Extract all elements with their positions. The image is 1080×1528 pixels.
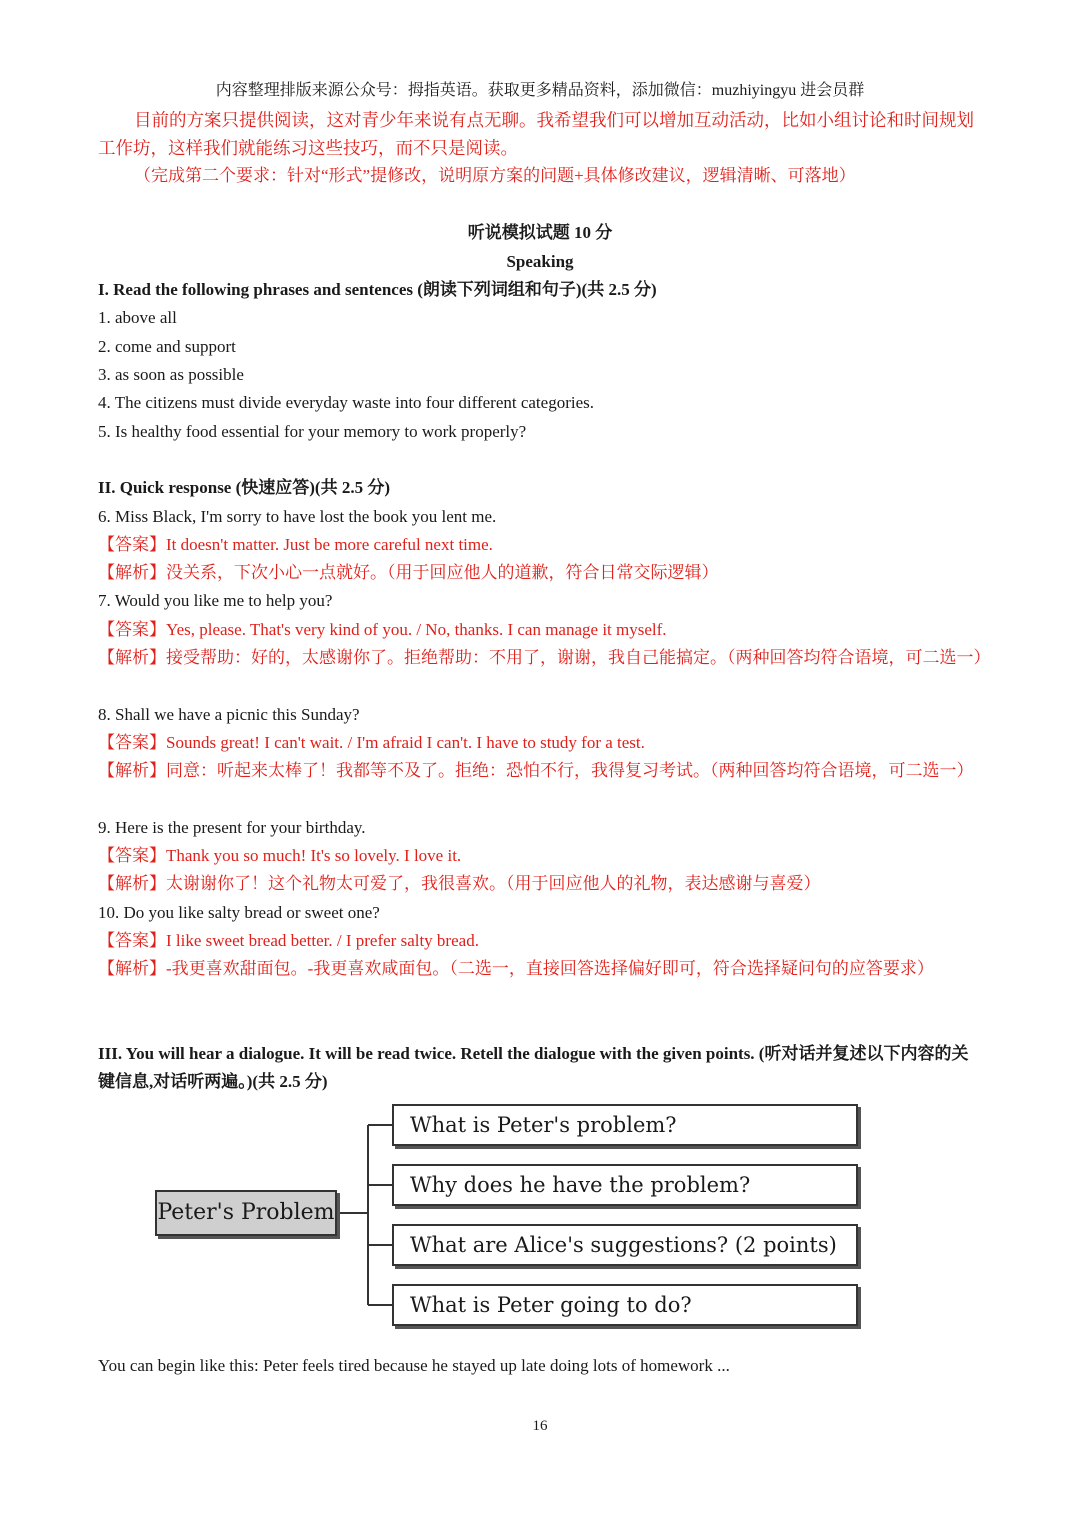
mind-map-point: What is Peter's problem? [392, 1104, 858, 1146]
mind-map [150, 1100, 870, 1336]
question-10: 10. Do you like salty bread or sweet one? [98, 903, 380, 922]
explanation-6: 【解析】没关系，下次小心一点就好。（用于回应他人的道歉，符合日常交际逻辑） [98, 563, 719, 582]
mind-map-point: What are Alice's suggestions? (2 points) [392, 1224, 858, 1266]
answer-6: 【答案】It doesn't matter. Just be more careful next time. [98, 535, 493, 554]
intro-note: （完成第二个要求：针对“形式”提修改，说明原方案的问题+具体修改建议，逻辑清晰、可落地） [134, 166, 856, 185]
page-number: 16 [532, 1418, 548, 1434]
question-8: 8. Shall we have a picnic this Sunday? [98, 705, 360, 724]
section1-heading: I. Read the following phrases and sentences (朗读下列词组和句子)(共 2.5 分) [98, 280, 657, 299]
section1-item: 2. come and support [98, 337, 236, 356]
explanation-9: 【解析】太谢谢你了！这个礼物太可爱了，我很喜欢。（用于回应他人的礼物，表达感谢与喜爱） [98, 874, 821, 893]
intro-paragraph: 目前的方案只提供阅读，这对青少年来说有点无聊。我希望我们可以增加互动活动，比如小组讨论和时间规划工作坊，这样我们就能练习这些技巧，而不只是阅读。 [98, 110, 974, 158]
section1-item: 4. The citizens must divide everyday waste into four different categories. [98, 393, 594, 412]
explanation-7: 【解析】接受帮助：好的，太感谢你了。拒绝帮助：不用了，谢谢，我自己能搞定。（两种回答均符合语境，可二选一） [98, 648, 991, 667]
section1-item: 3. as soon as possible [98, 365, 244, 384]
begin-prompt: You can begin like this: Peter feels tired because he stayed up late doing lots of homework ... [98, 1356, 730, 1375]
answer-10: 【答案】I like sweet bread better. / I prefer salty bread. [98, 931, 479, 950]
exam-title: 听说模拟试题 10 分 [467, 223, 613, 242]
question-7: 7. Would you like me to help you? [98, 591, 333, 610]
answer-7: 【答案】Yes, please. That's very kind of you. / No, thanks. I can manage it myself. [98, 620, 667, 639]
answer-9: 【答案】Thank you so much! It's so lovely. I love it. [98, 846, 462, 865]
section1-item: 1. above all [98, 308, 177, 327]
section3-heading: III. You will hear a dialogue. It will be read twice. Retell the dialogue with the given points. (听对话并复述以下内容的关键信息,对话听两遍。)(共 2.5 分) [98, 1044, 969, 1091]
section2-heading: II. Quick response (快速应答)(共 2.5 分) [98, 478, 390, 497]
exam-subtitle: Speaking [506, 252, 574, 271]
mind-map-point: Why does he have the problem? [392, 1164, 858, 1206]
section1-item: 5. Is healthy food essential for your memory to work properly? [98, 422, 527, 441]
answer-8: 【答案】Sounds great! I can't wait. / I'm afraid I can't. I have to study for a test. [98, 733, 645, 752]
question-9: 9. Here is the present for your birthday. [98, 818, 366, 837]
mind-map-root: Peter's Problem [155, 1190, 337, 1236]
source-note: 内容整理排版来源公众号：拇指英语。获取更多精品资料，添加微信：muzhiyingyu 进会员群 [215, 82, 865, 99]
mind-map-point: What is Peter going to do? [392, 1284, 858, 1326]
question-6: 6. Miss Black, I'm sorry to have lost the book you lent me. [98, 507, 497, 526]
explanation-10: 【解析】-我更喜欢甜面包。-我更喜欢咸面包。（二选一，直接回答选择偏好即可，符合选择疑问句的应答要求） [98, 959, 934, 978]
explanation-8: 【解析】同意：听起来太棒了！我都等不及了。拒绝：恐怕不行，我得复习考试。（两种回答均符合语境，可二选一） [98, 761, 974, 780]
